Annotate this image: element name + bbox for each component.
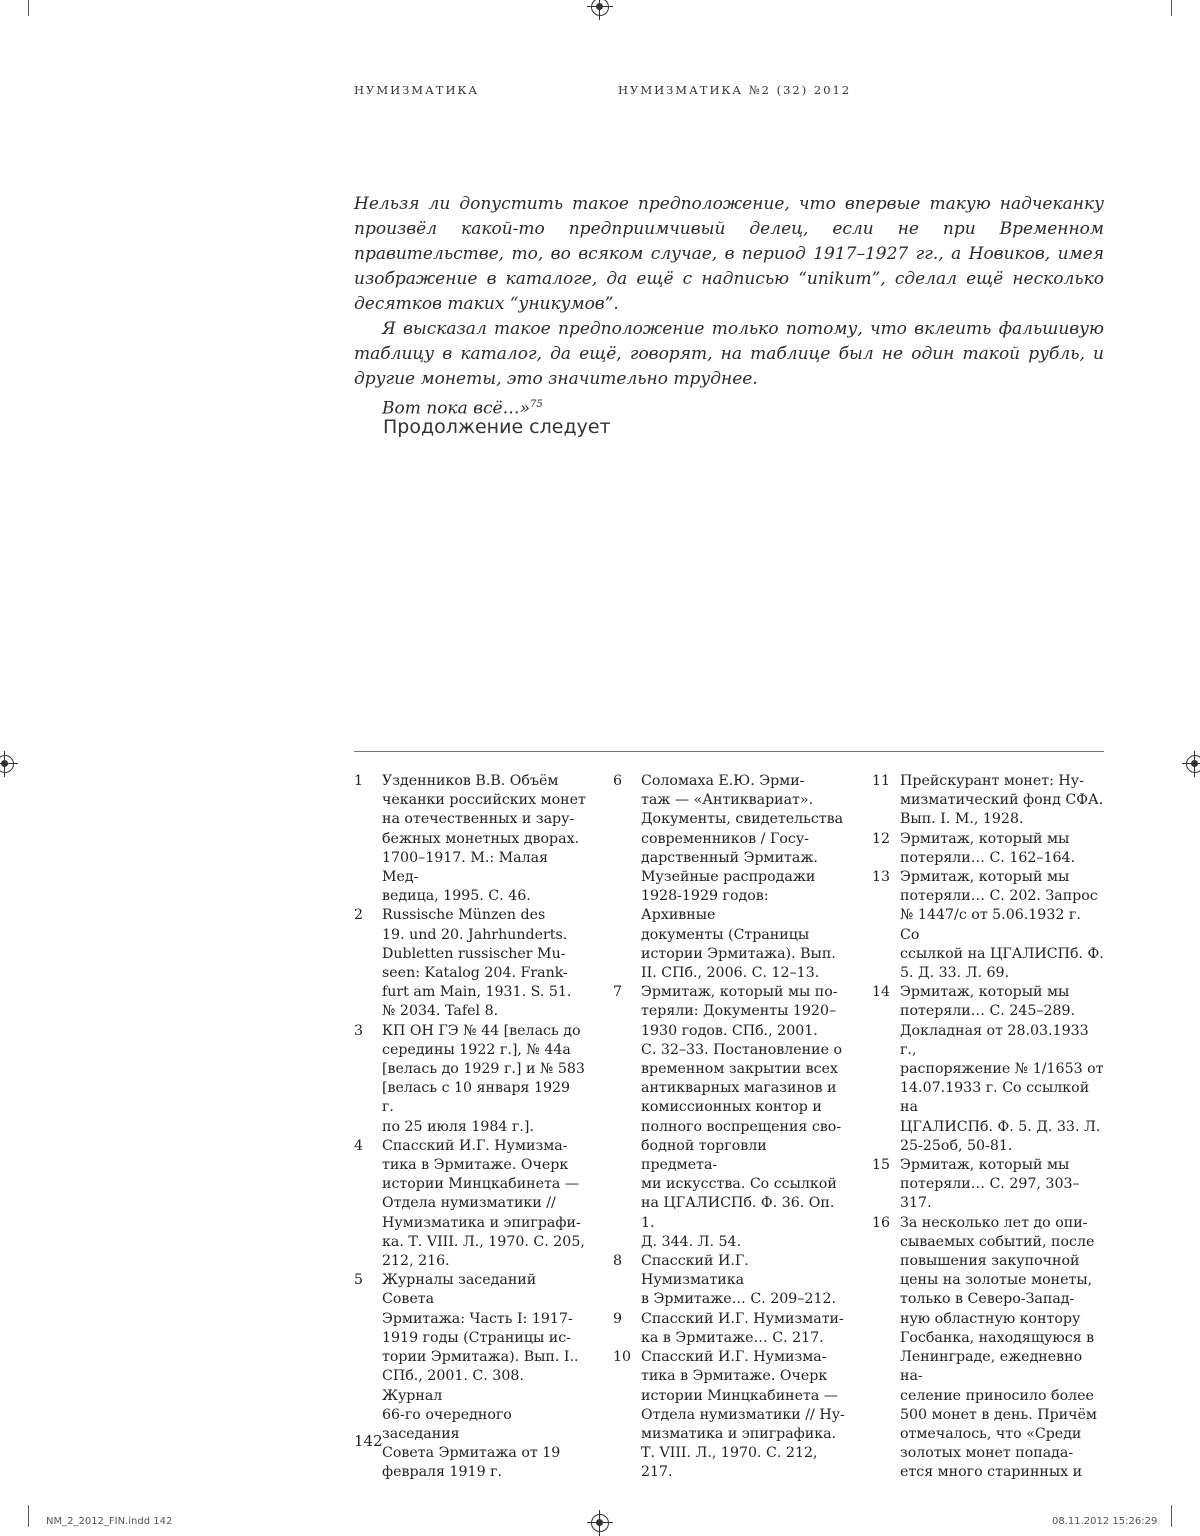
footnote-item: [354, 772, 586, 906]
crop-mark-top-left: [28, 0, 29, 16]
footnote-text: Прейскурант монет: Ну- мизматический фонд СФА. Вып. I. М., 1928.: [900, 773, 1104, 828]
footnote-number: 6: [613, 773, 623, 789]
footnote-number: 11: [872, 773, 891, 789]
footnote-divider: [354, 751, 1104, 752]
slug-file: NM_2_2012_FIN.indd 142: [46, 1516, 173, 1527]
footnote-ref: 75: [530, 399, 543, 410]
footnote-text: За несколько лет до опи- сываемых событий, после повышения закупочной цены на золотые монеты, только в Северо-Запад- ную областную контору Госбанка, находящуюся в Ленинграде, ежедневно на- селение приносило более 500 монет в день. Причём отмечалось, что «Среди золотых монет попада- ется много старинных и: [900, 1214, 1097, 1481]
footnote-item: [872, 983, 1104, 1156]
footnote-item: [613, 1348, 845, 1482]
body-paragraph: Нельзя ли допустить такое предположение, что впервые такую надчеканку произвёл какой-то предприимчивый делец, если не при Временном правительстве, то, во всяком случае, в период 1917–1927 гг., а Новиков, имея изображение в каталоге, да ещё с надписью “unikum”, сделал ещё несколько десятков таких “уникумов”.: [354, 194, 1104, 314]
footnote-number: 16: [872, 1214, 891, 1231]
footnote-item: [354, 1137, 586, 1271]
footnote-number: 8: [613, 1253, 623, 1270]
closing-text: Вот пока всё…»: [382, 398, 531, 419]
footnote-item: [354, 1271, 586, 1482]
registration-mark-bottom-icon: [591, 1514, 609, 1532]
footnote-text: Эрмитаж, который мы потеряли… С. 297, 303–317.: [900, 1157, 1080, 1212]
footnote-number: 10: [613, 1349, 632, 1366]
registration-mark-right-icon: [1186, 755, 1200, 773]
footnote-text: Соломаха Е.Ю. Эрми- таж — «Антиквариат». Документы, свидетельства современников / Госу- дарственный Эрмитаж. Музейные распродажи 1928-1929 годов: Архивные документы (Страницы истории Эрмитажа). Вып. II. СПб., 2006. С. 12–13.: [641, 773, 844, 982]
body-paragraph: Я высказал такое предположение только потому, что вклеить фальшивую таблицу в каталог, да ещё, говорят, на таблице был не один такой рубль, и другие монеты, это значительно труднее.: [354, 319, 1104, 389]
footnote-number: 9: [613, 1310, 623, 1327]
footnote-text: Узденников В.В. Объём чеканки российских монет на отечественных и зару- бежных монетных дворах. 1700–1917. М.: Малая Мед- ведица, 1995. С. 46.: [382, 773, 586, 905]
footnote-text: Спасский И.Г. Нумизма- тика в Эрмитаже. Очерк истории Минцкабинета — Отдела нумизматики // Нумизматика и эпиграфи- ка. Т. VIII. Л., 1970. С. 205, 212, 216.: [382, 1137, 585, 1270]
footnote-text: КП ОН ГЭ № 44 [велась до середины 1922 г.], № 44а [велась до 1929 г.] и № 583 [велась с 10 января 1929 г. по 25 июля 1984 г.].: [382, 1022, 585, 1135]
footnote-item: [613, 1310, 845, 1348]
continued-notice: Продолжение следует: [383, 416, 611, 438]
footnote-number: 1: [354, 773, 364, 789]
footnote-text: Эрмитаж, который мы потеряли… С. 245–289. Докладная от 28.03.1933 г., распоряжение № 1/1653 от 14.07.1933 г. Со ссылкой на ЦГАЛИСПб. Ф. 5. Д. 33. Л. 25-25об, 50-81.: [900, 984, 1104, 1154]
running-head-journal: НУМИЗМАТИКА №2 (32) 2012: [618, 83, 852, 97]
crop-mark-bottom-right: [1171, 1505, 1172, 1527]
footnote-number: 15: [872, 1157, 891, 1174]
footnote-text: Эрмитаж, который мы потеряли… С. 202. Запрос № 1447/с от 5.06.1932 г. Со ссылкой на ЦГАЛИСПб. Ф. 5. Д. 33. Л. 69.: [900, 869, 1104, 982]
footnote-item: [613, 1252, 845, 1310]
footnotes-column-3: [872, 772, 1104, 1483]
footnote-text: Russische Münzen des 19. und 20. Jahrhunderts. Dubletten russischer Mu- seen: Katalog 204. Frank- furt am Main, 1931. S. 51. № 2034. Tafel 8.: [382, 907, 572, 1020]
crop-mark-top-right: [1171, 0, 1172, 16]
footnote-number: 7: [613, 984, 623, 1001]
running-head-section: НУМИЗМАТИКА: [354, 83, 480, 97]
footnote-number: 4: [354, 1137, 364, 1154]
footnote-number: 13: [872, 869, 891, 886]
footnote-number: 2: [354, 907, 364, 924]
footnote-number: 3: [354, 1022, 364, 1039]
footnotes-column-1: [354, 772, 586, 1483]
footnote-text: Эрмитаж, который мы по- теряли: Документы 1920– 1930 годов. СПб., 2001. С. 32–33. Постановление о временном закрытии всех антикварных магазинов и комиссионных контор и полного воспрещения сво- бодной торговли предмета- ми искусства. Со ссылкой на ЦГАЛИСПб. Ф. 36. Оп. 1. Д. 344. Л. 54.: [641, 984, 843, 1250]
footnote-item: [354, 1022, 586, 1137]
footnote-number: 5: [354, 1272, 364, 1289]
crop-mark-bottom-left: [28, 1505, 29, 1527]
footnote-text: Спасский И.Г. Нумизмати- ка в Эрмитаже… С. 217.: [641, 1310, 844, 1346]
footnote-item: [872, 1156, 1104, 1214]
footnotes-column-2: [613, 772, 845, 1483]
footnote-text: Спасский И.Г. Нумизма- тика в Эрмитаже. Очерк истории Минцкабинета — Отдела нумизматики // Ну- мизматика и эпиграфика. Т. VIII. Л., 1970. С. 212, 217.: [641, 1349, 845, 1481]
footnote-item: [613, 983, 845, 1252]
registration-mark-left-icon: [0, 755, 14, 773]
slug-timestamp: 08.11.2012 15:26:29: [1052, 1516, 1158, 1527]
footnote-item: [872, 868, 1104, 983]
footnote-text: Эрмитаж, который мы потеряли… С. 162–164.: [900, 830, 1076, 866]
body-text: [354, 192, 1104, 422]
footnote-item: [354, 906, 586, 1021]
footnote-number: 14: [872, 984, 891, 1001]
page-number: 142: [354, 1432, 383, 1450]
footnote-item: [872, 772, 1104, 830]
footnote-number: 12: [872, 830, 891, 847]
footnote-item: [872, 830, 1104, 868]
footnote-text: Журналы заседаний Совета Эрмитажа: Часть I: 1917- 1919 годы (Страницы ис- тории Эрмитажа). Вып. I.. СПб., 2001. С. 308. Журнал 66-го очередного заседания Совета Эрмитажа от 19 февраля 1919 г.: [382, 1272, 579, 1481]
footnote-item: [613, 772, 845, 983]
registration-mark-top-icon: [591, 0, 609, 16]
footnote-text: Спасский И.Г. Нумизматика в Эрмитаже… С. 209–212.: [641, 1253, 837, 1308]
footnote-item: [872, 1214, 1104, 1483]
